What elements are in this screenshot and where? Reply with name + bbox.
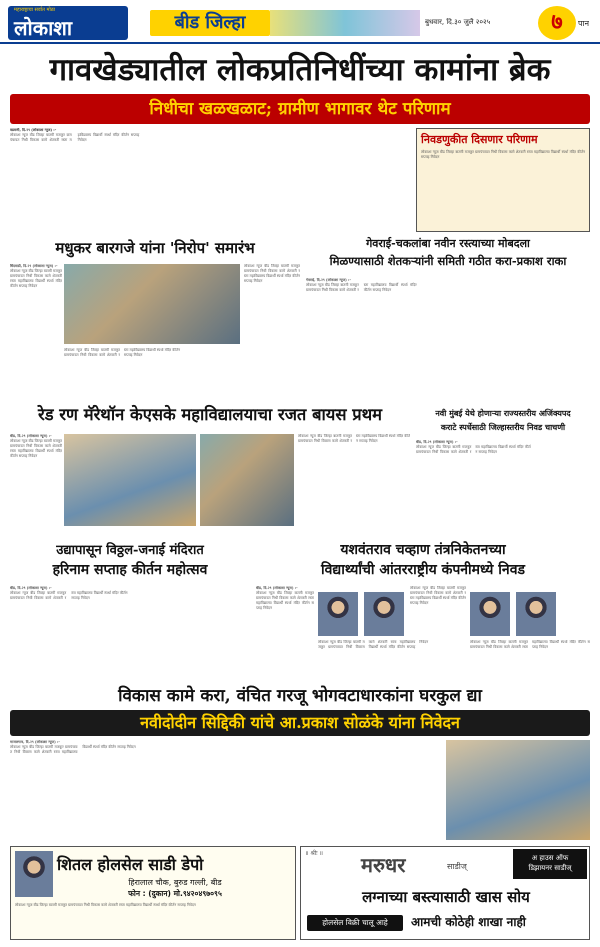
lead-text: लोकाशा न्यूज बीड जिल्हा बातमी मजकूर ग्रामपंचायत निधी विकास कामे शेतकरी रस्ता महाविद्यालय विद्यार्थी स्पर्धा मंदिर कीर्तन सप्ताह निवेदन bbox=[10, 133, 140, 142]
story4-headline: रेड रण मॅरेथॉन केएसके महाविद्यालयाचा रजत बायस प्रथम bbox=[37, 405, 383, 424]
lead-dateline: वडवणी, दि.२९ (लोकाशा न्यूज) :- bbox=[10, 128, 57, 132]
ad-right-tag: ॥ श्रीः ॥ bbox=[305, 850, 324, 857]
story4-text-2: लोकाशा न्यूज बीड जिल्हा बातमी मजकूर ग्रामपंचायत निधी विकास कामे शेतकरी रस्ता महाविद्यालय विद्यार्थी स्पर्धा मंदिर कीर्तन सप्ताह निवेदन bbox=[298, 434, 410, 443]
story8-body bbox=[10, 740, 440, 840]
story7-text-4: लोकाशा न्यूज बीड जिल्हा बातमी मजकूर ग्रामपंचायत निधी विकास कामे शेतकरी रस्ता महाविद्यालय विद्यार्थी स्पर्धा मंदिर कीर्तन सप्ताह निवेदन bbox=[470, 640, 590, 649]
story2-text-3: लोकाशा न्यूज बीड जिल्हा बातमी मजकूर ग्रामपंचायत निधी विकास कामे शेतकरी रस्ता महाविद्यालय विद्यार्थी स्पर्धा मंदिर कीर्तन सप्ताह निवेदन bbox=[244, 264, 300, 283]
story8-dateline: माजलगाव, दि.२९ (लोकाशा न्यूज) :- bbox=[10, 740, 60, 744]
lead-body bbox=[10, 128, 410, 232]
ad-right-corner-a: अ हाउस ऑफ bbox=[531, 854, 569, 862]
story4-dateline: बीड, दि.२९ (लोकाशा न्यूज) :- bbox=[10, 434, 52, 438]
page-number: ७ bbox=[538, 6, 576, 40]
story2-text: लोकाशा न्यूज बीड जिल्हा बातमी मजकूर ग्रामपंचायत निधी विकास कामे शेतकरी रस्ता महाविद्यालय विद्यार्थी स्पर्धा मंदिर कीर्तन सप्ताह निवेदन bbox=[10, 269, 62, 288]
student-photo-3 bbox=[470, 592, 510, 636]
section-title: बीड जिल्हा bbox=[150, 10, 270, 36]
story5-body bbox=[416, 440, 590, 534]
story2-dateline: बिंदवाडी, दि.२९ (लोकाशा न्यूज) :- bbox=[10, 264, 58, 268]
student-photo-1 bbox=[318, 592, 358, 636]
ad-left-photo bbox=[15, 851, 53, 897]
lead-sidebar bbox=[416, 128, 590, 232]
ad-right bbox=[300, 846, 590, 940]
lead-subheadline-bar bbox=[10, 94, 590, 124]
story3-dateline: गेवराई, दि.२९ (लोकाशा न्यूज) :- bbox=[306, 278, 351, 282]
story3-text: लोकाशा न्यूज बीड जिल्हा बातमी मजकूर ग्रामपंचायत निधी विकास कामे शेतकरी रस्ता महाविद्यालय विद्यार्थी स्पर्धा मंदिर कीर्तन सप्ताह निवेदन bbox=[306, 283, 417, 292]
story8-headline-b: नवीदोदीन सिद्दिकी यांचे आ.प्रकाश सोळंके यांना निवेदन bbox=[140, 713, 460, 732]
story2-headline: मधुकर बारगजे यांना 'निरोप' समारंभ bbox=[55, 239, 255, 257]
story8-text: लोकाशा न्यूज बीड जिल्हा बातमी मजकूर ग्रामपंचायत निधी विकास कामे शेतकरी रस्ता महाविद्यालय विद्यार्थी स्पर्धा मंदिर कीर्तन सप्ताह निवेदन bbox=[10, 745, 136, 754]
story3-headline-a: गेवराई-चकलांबा नवीन रस्त्याच्या मोबदला bbox=[366, 237, 530, 250]
lead-headline: गावखेड्यातील लोकप्रतिनिधींच्या कामांना ब्रेक bbox=[49, 52, 551, 88]
student-photo-4 bbox=[516, 592, 556, 636]
ad-right-notice: होलसेल विक्री चालू आहे bbox=[307, 915, 403, 931]
story5-headline-a: नवी मुंबई येथे होणाऱ्या राज्यस्तरीय अजिंक्यपद bbox=[435, 408, 571, 418]
story4-photo-1 bbox=[64, 434, 196, 526]
story7-text-2: लोकाशा न्यूज बीड जिल्हा बातमी मजकूर ग्रामपंचायत निधी विकास कामे शेतकरी रस्ता महाविद्यालय विद्यार्थी स्पर्धा मंदिर कीर्तन सप्ताह निवेदन bbox=[410, 586, 466, 605]
masthead-decoration bbox=[270, 10, 420, 36]
story7-headline-a: यशवंतराव चव्हाण तंत्रनिकेतनच्या bbox=[340, 542, 506, 558]
story7-text-3: लोकाशा न्यूज बीड जिल्हा बातमी मजकूर ग्रामपंचायत निधी विकास कामे शेतकरी रस्ता महाविद्यालय विद्यार्थी स्पर्धा मंदिर कीर्तन सप्ताह निवेदन bbox=[318, 640, 429, 649]
ad-right-tagline: आमची कोठेही शाखा नाही bbox=[411, 915, 526, 929]
story6-headline-b: हरिनाम सप्ताह कीर्तन महोत्सव bbox=[52, 562, 208, 578]
ad-left-address: हिरालाल चौक, बुरुड गल्ली, बीड bbox=[128, 878, 222, 887]
ad-right-suffix: साडीज् bbox=[447, 862, 467, 871]
story5-text: लोकाशा न्यूज बीड जिल्हा बातमी मजकूर ग्रामपंचायत निधी विकास कामे शेतकरी रस्ता महाविद्यालय विद्यार्थी स्पर्धा मंदिर कीर्तन सप्ताह निवेदन bbox=[416, 445, 531, 454]
story8-headline-a: विकास कामे करा, वंचित गरजू भोगवटाधारकांना घरकुल द्या bbox=[118, 686, 482, 706]
story7-dateline: बीड, दि.२९ (लोकाशा न्यूज) :- bbox=[256, 586, 298, 590]
masthead bbox=[0, 0, 600, 44]
ad-right-corner bbox=[513, 849, 587, 879]
story4-photo-2 bbox=[200, 434, 294, 526]
student-photo-2 bbox=[364, 592, 404, 636]
ad-right-slogan: लग्नाच्या बस्त्यासाठी खास सोय bbox=[362, 888, 530, 906]
story4-body bbox=[10, 434, 62, 534]
ad-left-details: लोकाशा न्यूज बीड जिल्हा बातमी मजकूर ग्रामपंचायत निधी विकास कामे शेतकरी रस्ता महाविद्यालय विद्यार्थी स्पर्धा मंदिर कीर्तन सप्ताह निवेदन bbox=[15, 903, 196, 907]
issue-date: बुधवार, दि.३० जुलै २०२५ bbox=[425, 18, 491, 26]
page-label: पान bbox=[578, 19, 590, 28]
story7-body bbox=[256, 586, 314, 680]
story2-text-2: लोकाशा न्यूज बीड जिल्हा बातमी मजकूर ग्रामपंचायत निधी विकास कामे शेतकरी रस्ता महाविद्यालय विद्यार्थी स्पर्धा मंदिर कीर्तन सप्ताह निवेदन bbox=[64, 348, 180, 357]
story3-body bbox=[306, 278, 590, 394]
story2-photo bbox=[64, 264, 240, 344]
newspaper-logo bbox=[8, 6, 128, 40]
story6-text: लोकाशा न्यूज बीड जिल्हा बातमी मजकूर ग्रामपंचायत निधी विकास कामे शेतकरी रस्ता महाविद्यालय विद्यार्थी स्पर्धा मंदिर कीर्तन सप्ताह निवेदन bbox=[10, 591, 128, 600]
tagline: महाराष्ट्राचा सर्वात मोठा bbox=[14, 7, 55, 13]
story6-dateline: बीड, दि.२९ (लोकाशा न्यूज) :- bbox=[10, 586, 52, 590]
story8-photo bbox=[446, 740, 590, 840]
ad-left bbox=[10, 846, 296, 940]
story7-text: लोकाशा न्यूज बीड जिल्हा बातमी मजकूर ग्रामपंचायत निधी विकास कामे शेतकरी रस्ता महाविद्यालय विद्यार्थी स्पर्धा मंदिर कीर्तन सप्ताह निवेदन bbox=[256, 591, 314, 610]
ad-left-phone: फोन : (दुकान) मो.९४२०४९७०९५ bbox=[128, 889, 222, 898]
story8-headline-bar bbox=[10, 710, 590, 736]
story4-text: लोकाशा न्यूज बीड जिल्हा बातमी मजकूर ग्रामपंचायत निधी विकास कामे शेतकरी रस्ता महाविद्यालय विद्यार्थी स्पर्धा मंदिर कीर्तन सप्ताह निवेदन bbox=[10, 439, 62, 458]
story3-headline-b: मिळण्यासाठी शेतकऱ्यांनी समिती गठीत करा-प्रकाश राका bbox=[329, 254, 567, 268]
lead-sidebar-text: लोकाशा न्यूज बीड जिल्हा बातमी मजकूर ग्रामपंचायत निधी विकास कामे शेतकरी रस्ता महाविद्यालय विद्यार्थी स्पर्धा मंदिर कीर्तन सप्ताह निवेदन bbox=[421, 150, 585, 159]
ad-right-corner-b: डिझायनर साडीज् bbox=[528, 864, 572, 872]
story5-dateline: बीड, दि.२९ (लोकाशा न्यूज) :- bbox=[416, 440, 458, 444]
story5-headline-b: कराटे स्पर्धेसाठी जिल्हास्तरीय निवड चाचणी bbox=[440, 422, 566, 432]
ad-right-name: मरुधर bbox=[361, 853, 406, 877]
lead-subheadline: निधीचा खळखळाट; ग्रामीण भागावर थेट परिणाम bbox=[149, 99, 451, 119]
story7-headline-b: विद्यार्थ्यांची आंतरराष्ट्रीय कंपनीमध्ये निवड bbox=[321, 562, 525, 578]
paper-name: लोकाशा bbox=[14, 16, 73, 40]
story6-headline-a: उद्यापासून विठ्ठल-जनाई मंदिरात bbox=[56, 543, 204, 558]
lead-sidebar-title: निवडणुकीत दिसणार परिणाम bbox=[421, 133, 538, 146]
ad-left-name: शितल होलसेल साडी डेपो bbox=[57, 855, 204, 874]
story6-body bbox=[10, 586, 250, 680]
story2-body bbox=[10, 264, 62, 394]
